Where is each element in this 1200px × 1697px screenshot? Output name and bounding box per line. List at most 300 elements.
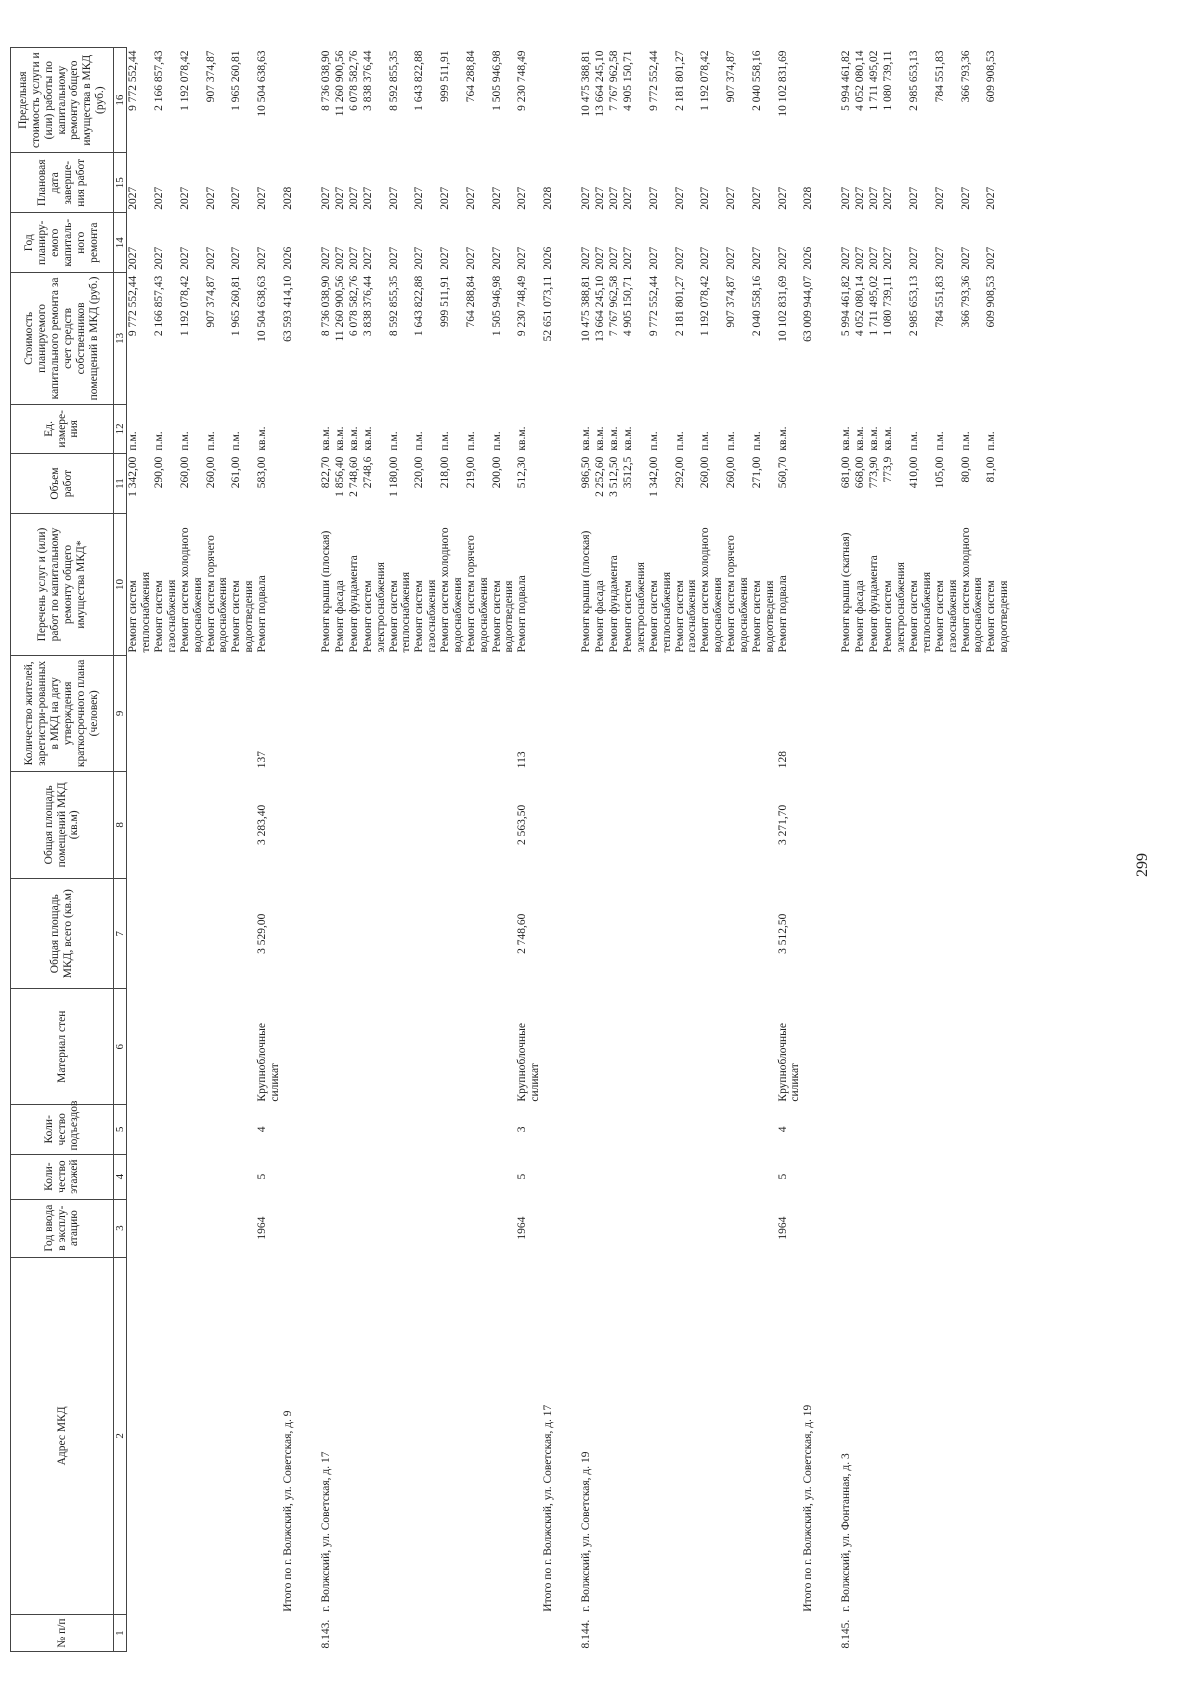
entrances-cell bbox=[882, 1105, 908, 1154]
unit-cell: п.м. bbox=[127, 431, 140, 451]
floors-cell bbox=[751, 1154, 777, 1199]
total-area-cell bbox=[153, 878, 179, 988]
unit-cell: кв.м. bbox=[594, 426, 607, 451]
floors-cell: 5 bbox=[776, 1173, 789, 1180]
page-number: 299 bbox=[1134, 853, 1151, 877]
row-number-cell: 8.143. bbox=[319, 1619, 332, 1649]
address-cell bbox=[230, 1257, 256, 1615]
table-row bbox=[362, 48, 388, 1652]
work-volume-cell: 261,00 bbox=[230, 456, 243, 489]
row-number-cell bbox=[751, 1615, 777, 1652]
premises-area-cell bbox=[622, 771, 648, 878]
work-type-cell: Ремонт фасада bbox=[333, 580, 346, 653]
planned-cost-cell: 1 192 078,42 bbox=[699, 275, 712, 337]
work-volume-cell: 2 252,60 bbox=[594, 456, 607, 497]
max-cost-cell: 10 475 388,81 bbox=[580, 50, 593, 117]
total-area-cell bbox=[608, 878, 622, 988]
repair-year-cell: 2027 bbox=[127, 246, 140, 270]
unit-cell: п.м. bbox=[725, 431, 738, 451]
unit-cell: кв.м. bbox=[580, 426, 593, 451]
year-built-cell bbox=[674, 1199, 700, 1257]
floors-cell bbox=[282, 1154, 296, 1199]
year-built-cell bbox=[648, 1199, 674, 1257]
year-built-cell bbox=[580, 1199, 594, 1257]
max-cost-cell: 1 505 946,98 bbox=[490, 50, 503, 111]
max-cost-cell: 1 965 260,81 bbox=[230, 50, 243, 111]
row-number-cell bbox=[388, 1615, 414, 1652]
floors-cell bbox=[816, 1154, 840, 1199]
entrances-cell bbox=[840, 1105, 854, 1154]
capital-repair-table bbox=[10, 47, 1011, 1652]
year-built-cell: 1964 bbox=[516, 1216, 529, 1240]
work-volume-cell: 105,00 bbox=[933, 456, 946, 489]
planned-cost-cell: 2 181 801,27 bbox=[673, 275, 686, 337]
repair-year-cell: 2027 bbox=[580, 246, 593, 270]
premises-area-cell bbox=[230, 771, 256, 878]
work-volume-cell: 773,9 bbox=[882, 456, 895, 483]
address-cell bbox=[908, 1257, 934, 1615]
unit-cell: п.м. bbox=[204, 431, 217, 451]
wall-material-cell bbox=[205, 989, 231, 1105]
year-built-cell bbox=[205, 1199, 231, 1257]
floors-cell bbox=[934, 1154, 960, 1199]
repair-year-cell: 2027 bbox=[959, 246, 972, 270]
planned-cost-cell bbox=[556, 273, 580, 404]
max-cost-cell: 1 080 739,11 bbox=[882, 50, 895, 111]
max-cost-cell: 784 551,83 bbox=[933, 50, 946, 103]
year-built-cell bbox=[816, 1199, 840, 1257]
year-built-cell bbox=[362, 1199, 388, 1257]
total-area-cell bbox=[840, 878, 854, 988]
entrances-cell bbox=[153, 1105, 179, 1154]
premises-area-cell bbox=[542, 771, 556, 878]
column-number: 6 bbox=[114, 989, 127, 1105]
column-number: 9 bbox=[114, 656, 127, 772]
repair-year-cell: 2027 bbox=[319, 246, 332, 270]
unit-cell: п.м. bbox=[439, 431, 452, 451]
work-volume-cell: 2748,6 bbox=[361, 456, 374, 489]
floors-cell bbox=[413, 1154, 439, 1199]
floors-cell bbox=[542, 1154, 556, 1199]
max-cost-cell: 2 985 653,13 bbox=[908, 50, 921, 111]
work-volume-cell: 3 512,50 bbox=[608, 456, 621, 497]
address-cell: г. Волжский, ул. Советская, д. 17 bbox=[319, 1451, 332, 1612]
unit-cell: кв.м. bbox=[256, 426, 269, 451]
floors-cell bbox=[230, 1154, 256, 1199]
wall-material-cell bbox=[725, 989, 751, 1105]
planned-cost-cell: 9 772 552,44 bbox=[127, 275, 140, 337]
max-cost-cell: 5 994 461,82 bbox=[840, 50, 853, 111]
row-number-cell bbox=[882, 1615, 908, 1652]
unit-cell: кв.м. bbox=[622, 426, 635, 451]
floors-cell bbox=[960, 1154, 986, 1199]
completion-date-cell: 2027 bbox=[178, 186, 191, 210]
floors-cell bbox=[699, 1154, 725, 1199]
table-row bbox=[802, 48, 816, 1652]
repair-year-cell: 2027 bbox=[776, 246, 789, 270]
year-built-cell bbox=[934, 1199, 960, 1257]
completion-date-cell: 2027 bbox=[699, 186, 712, 210]
table-row bbox=[882, 48, 908, 1652]
planned-cost-cell: 4 905 150,71 bbox=[622, 275, 635, 337]
floors-cell bbox=[388, 1154, 414, 1199]
floors-cell: 5 bbox=[256, 1173, 269, 1180]
work-volume-cell: 260,00 bbox=[699, 456, 712, 489]
unit-cell: п.м. bbox=[464, 431, 477, 451]
floors-cell bbox=[725, 1154, 751, 1199]
entrances-cell bbox=[127, 1105, 153, 1154]
entrances-cell bbox=[868, 1105, 882, 1154]
address-cell bbox=[491, 1257, 517, 1615]
completion-date-cell: 2027 bbox=[387, 186, 400, 210]
header-cell: Материал стен bbox=[11, 989, 114, 1105]
max-cost-cell: 10 102 831,69 bbox=[776, 50, 789, 117]
repair-year-cell: 2027 bbox=[256, 246, 269, 270]
premises-area-cell bbox=[282, 771, 296, 878]
repair-year-cell: 2027 bbox=[490, 246, 503, 270]
total-area-cell: 2 748,60 bbox=[516, 913, 529, 954]
work-type-cell: Ремонт систем водоотведения bbox=[750, 580, 776, 653]
floors-cell bbox=[556, 1154, 580, 1199]
total-area-cell bbox=[854, 878, 868, 988]
completion-date-cell bbox=[296, 153, 320, 213]
header-cell: Общая площадь МКД, всего (кв.м) bbox=[11, 878, 114, 988]
table-row bbox=[516, 48, 542, 1652]
address-cell bbox=[816, 1257, 840, 1615]
residents-cell bbox=[179, 656, 205, 772]
floors-cell bbox=[594, 1154, 608, 1199]
floors-cell bbox=[985, 1154, 1011, 1199]
completion-date-cell: 2027 bbox=[908, 186, 921, 210]
work-volume-cell bbox=[282, 454, 296, 514]
wall-material-cell bbox=[802, 989, 816, 1105]
table-row bbox=[608, 48, 622, 1652]
table-row bbox=[542, 48, 556, 1652]
unit-cell: п.м. bbox=[230, 431, 243, 451]
repair-year-cell: 2027 bbox=[439, 246, 452, 270]
floors-cell bbox=[868, 1154, 882, 1199]
planned-cost-cell: 1 711 495,02 bbox=[868, 275, 881, 336]
year-built-cell bbox=[960, 1199, 986, 1257]
wall-material-cell: Крупноблочные силикат bbox=[776, 1022, 802, 1102]
repair-year-cell: 2027 bbox=[868, 246, 881, 270]
wall-material-cell bbox=[622, 989, 648, 1105]
table-row bbox=[127, 48, 153, 1652]
max-cost-cell: 9 230 748,49 bbox=[516, 50, 529, 111]
row-number-cell bbox=[802, 1615, 816, 1652]
floors-cell bbox=[674, 1154, 700, 1199]
completion-date-cell: 2027 bbox=[204, 186, 217, 210]
premises-area-cell: 3 283,40 bbox=[256, 804, 269, 845]
total-area-cell bbox=[282, 878, 296, 988]
work-type-cell: Ремонт систем холодного водоснабжения bbox=[439, 527, 464, 653]
work-volume-cell bbox=[816, 454, 840, 514]
row-number-cell bbox=[608, 1615, 622, 1652]
header-cell: Количество жителей, зарегистри-рованных в МКД на дату утверждения краткосрочного плана (человек) bbox=[11, 656, 114, 772]
row-number-cell: 8.145. bbox=[840, 1619, 853, 1649]
column-number: 3 bbox=[114, 1199, 127, 1257]
residents-cell: 137 bbox=[256, 750, 269, 769]
max-cost-cell bbox=[802, 48, 816, 153]
wall-material-cell bbox=[179, 989, 205, 1105]
entrances-cell bbox=[320, 1105, 334, 1154]
premises-area-cell bbox=[608, 771, 622, 878]
total-area-cell bbox=[934, 878, 960, 988]
table-row bbox=[985, 48, 1011, 1652]
address-cell bbox=[348, 1257, 362, 1615]
table-row bbox=[439, 48, 465, 1652]
total-area-cell bbox=[413, 878, 439, 988]
planned-cost-cell: 764 288,84 bbox=[464, 275, 477, 328]
planned-cost-cell: 63 593 414,10 bbox=[281, 275, 294, 342]
year-built-cell bbox=[699, 1199, 725, 1257]
total-area-cell bbox=[127, 878, 153, 988]
work-type-cell: Ремонт фундамента bbox=[347, 555, 360, 653]
work-type-cell: Ремонт систем теплоснабжения bbox=[127, 572, 153, 653]
repair-year-cell: 2027 bbox=[750, 246, 763, 270]
row-number-cell bbox=[179, 1615, 205, 1652]
wall-material-cell bbox=[868, 989, 882, 1105]
repair-year-cell: 2027 bbox=[622, 246, 635, 270]
table-row bbox=[348, 48, 362, 1652]
completion-date-cell: 2027 bbox=[959, 186, 972, 210]
row-number-cell bbox=[816, 1615, 840, 1652]
floors-cell bbox=[840, 1154, 854, 1199]
column-number: 15 bbox=[114, 153, 127, 213]
residents-cell bbox=[556, 656, 580, 772]
year-built-cell bbox=[622, 1199, 648, 1257]
planned-cost-cell: 5 994 461,82 bbox=[840, 275, 853, 337]
planned-cost-cell: 10 504 638,63 bbox=[256, 275, 269, 342]
spacer-row bbox=[556, 48, 580, 1652]
address-cell bbox=[608, 1257, 622, 1615]
address-cell bbox=[594, 1257, 608, 1615]
entrances-cell bbox=[985, 1105, 1011, 1154]
entrances-cell bbox=[556, 1105, 580, 1154]
address-cell: Итого по г. Волжский, ул. Советская, д. 19 bbox=[802, 1404, 815, 1612]
year-built-cell bbox=[465, 1199, 491, 1257]
planned-cost-cell: 907 374,87 bbox=[204, 275, 217, 328]
total-area-cell bbox=[699, 878, 725, 988]
address-cell bbox=[205, 1257, 231, 1615]
floors-cell bbox=[179, 1154, 205, 1199]
wall-material-cell bbox=[854, 989, 868, 1105]
row-number-cell: 8.144. bbox=[580, 1619, 593, 1649]
premises-area-cell bbox=[934, 771, 960, 878]
unit-cell: кв.м. bbox=[840, 426, 853, 451]
floors-cell bbox=[296, 1154, 320, 1199]
completion-date-cell: 2027 bbox=[725, 186, 738, 210]
planned-cost-cell: 8 736 038,90 bbox=[319, 275, 332, 337]
table-row bbox=[725, 48, 751, 1652]
column-number: 12 bbox=[114, 404, 127, 453]
address-cell bbox=[334, 1257, 348, 1615]
residents-cell bbox=[127, 656, 153, 772]
completion-date-cell: 2027 bbox=[256, 186, 269, 210]
total-area-cell bbox=[882, 878, 908, 988]
entrances-cell bbox=[491, 1105, 517, 1154]
address-cell bbox=[777, 1257, 803, 1615]
table-row bbox=[674, 48, 700, 1652]
wall-material-cell bbox=[699, 989, 725, 1105]
year-built-cell bbox=[413, 1199, 439, 1257]
planned-cost-cell: 1 505 946,98 bbox=[490, 275, 503, 337]
unit-cell bbox=[556, 404, 580, 453]
spacer-row bbox=[296, 48, 320, 1652]
work-type-cell: Ремонт подвала bbox=[256, 575, 269, 653]
header-cell: Адрес МКД bbox=[11, 1257, 114, 1615]
planned-cost-cell: 366 793,36 bbox=[959, 275, 972, 328]
total-area-cell bbox=[348, 878, 362, 988]
work-type-cell: Ремонт систем теплоснабжения bbox=[647, 572, 673, 653]
row-number-cell bbox=[334, 1615, 348, 1652]
year-built-cell bbox=[388, 1199, 414, 1257]
planned-cost-cell: 63 009 944,07 bbox=[802, 275, 815, 342]
wall-material-cell bbox=[985, 989, 1011, 1105]
row-number-cell bbox=[439, 1615, 465, 1652]
work-type-cell: Ремонт систем холодного водоснабжения bbox=[178, 527, 204, 653]
residents-cell bbox=[960, 656, 986, 772]
column-number: 2 bbox=[114, 1257, 127, 1615]
completion-date-cell: 2027 bbox=[594, 186, 607, 210]
premises-area-cell bbox=[882, 771, 908, 878]
row-number-cell bbox=[985, 1615, 1011, 1652]
header-cell: Коли-чество подъездов bbox=[11, 1105, 114, 1154]
year-built-cell bbox=[608, 1199, 622, 1257]
entrances-cell: 3 bbox=[516, 1126, 529, 1133]
work-type-cell: Ремонт фасада bbox=[854, 580, 867, 653]
residents-cell bbox=[296, 656, 320, 772]
max-cost-cell: 4 905 150,71 bbox=[622, 50, 635, 111]
work-volume-cell: 292,00 bbox=[673, 456, 686, 489]
address-cell bbox=[362, 1257, 388, 1615]
header-cell: Объем работ bbox=[11, 454, 114, 514]
year-built-cell bbox=[802, 1199, 816, 1257]
max-cost-cell: 2 181 801,27 bbox=[673, 50, 686, 111]
premises-area-cell bbox=[205, 771, 231, 878]
year-built-cell bbox=[542, 1199, 556, 1257]
wall-material-cell bbox=[127, 989, 153, 1105]
work-type-cell bbox=[282, 514, 296, 656]
entrances-cell bbox=[439, 1105, 465, 1154]
year-built-cell bbox=[725, 1199, 751, 1257]
planned-cost-cell: 2 040 558,16 bbox=[750, 275, 763, 337]
table-row bbox=[256, 48, 282, 1652]
entrances-cell bbox=[179, 1105, 205, 1154]
residents-cell bbox=[320, 656, 334, 772]
unit-cell: кв.м. bbox=[882, 426, 895, 451]
address-cell bbox=[556, 1257, 580, 1615]
completion-date-cell: 2027 bbox=[127, 186, 140, 210]
repair-year-cell: 2027 bbox=[840, 246, 853, 270]
year-built-cell bbox=[985, 1199, 1011, 1257]
repair-year-cell: 2027 bbox=[516, 246, 529, 270]
entrances-cell bbox=[608, 1105, 622, 1154]
unit-cell: п.м. bbox=[647, 431, 660, 451]
work-volume-cell: 260,00 bbox=[204, 456, 217, 489]
completion-date-cell bbox=[816, 153, 840, 213]
row-number-cell bbox=[153, 1615, 179, 1652]
max-cost-cell: 13 664 245,10 bbox=[594, 50, 607, 117]
premises-area-cell bbox=[296, 771, 320, 878]
work-type-cell: Ремонт систем холодного водоснабжения bbox=[699, 527, 725, 653]
wall-material-cell bbox=[882, 989, 908, 1105]
completion-date-cell: 2027 bbox=[933, 186, 946, 210]
year-built-cell bbox=[127, 1199, 153, 1257]
year-built-cell bbox=[854, 1199, 868, 1257]
address-cell bbox=[622, 1257, 648, 1615]
header-row bbox=[11, 48, 114, 1652]
entrances-cell bbox=[388, 1105, 414, 1154]
entrances-cell bbox=[816, 1105, 840, 1154]
residents-cell bbox=[840, 656, 854, 772]
row-number-cell bbox=[491, 1615, 517, 1652]
repair-year-cell: 2027 bbox=[594, 246, 607, 270]
work-volume-cell: 986,50 bbox=[580, 456, 593, 489]
wall-material-cell bbox=[334, 989, 348, 1105]
work-type-cell: Ремонт систем газоснабжения bbox=[933, 579, 959, 653]
entrances-cell bbox=[854, 1105, 868, 1154]
work-type-cell: Ремонт систем водоотведения bbox=[230, 580, 256, 653]
row-number-cell bbox=[960, 1615, 986, 1652]
total-area-cell bbox=[388, 878, 414, 988]
entrances-cell bbox=[362, 1105, 388, 1154]
unit-cell bbox=[542, 404, 556, 453]
premises-area-cell bbox=[153, 771, 179, 878]
unit-cell: кв.м. bbox=[333, 426, 346, 451]
max-cost-cell: 1 643 822,88 bbox=[413, 50, 426, 111]
max-cost-cell bbox=[816, 48, 840, 153]
planned-cost-cell: 13 664 245,10 bbox=[594, 275, 607, 342]
floors-cell bbox=[882, 1154, 908, 1199]
address-cell: г. Волжский, ул. Фонтанная, д. 3 bbox=[840, 1453, 853, 1612]
wall-material-cell bbox=[413, 989, 439, 1105]
premises-area-cell bbox=[320, 771, 334, 878]
premises-area-cell: 3 271,70 bbox=[776, 804, 789, 845]
table-row bbox=[699, 48, 725, 1652]
table-row bbox=[580, 48, 594, 1652]
residents-cell bbox=[594, 656, 608, 772]
year-built-cell bbox=[594, 1199, 608, 1257]
planned-cost-cell: 1 643 822,88 bbox=[413, 275, 426, 337]
work-volume-cell: 81,00 bbox=[985, 456, 998, 483]
header-cell: Год ввода в эксплу-атацию bbox=[11, 1199, 114, 1257]
residents-cell bbox=[348, 656, 362, 772]
unit-cell bbox=[296, 404, 320, 453]
work-volume-cell: 200,00 bbox=[490, 456, 503, 489]
planned-cost-cell: 11 260 900,56 bbox=[333, 275, 346, 342]
residents-cell bbox=[608, 656, 622, 772]
residents-cell bbox=[751, 656, 777, 772]
year-built-cell bbox=[320, 1199, 334, 1257]
floors-cell bbox=[802, 1154, 816, 1199]
wall-material-cell: Крупноблочные силикат bbox=[516, 1022, 542, 1102]
max-cost-cell: 9 772 552,44 bbox=[647, 50, 660, 111]
unit-cell: кв.м. bbox=[361, 426, 374, 451]
work-volume-cell: 668,00 bbox=[854, 456, 867, 489]
residents-cell bbox=[542, 656, 556, 772]
planned-cost-cell bbox=[816, 273, 840, 404]
floors-cell bbox=[648, 1154, 674, 1199]
planned-cost-cell: 7 767 962,58 bbox=[608, 275, 621, 337]
wall-material-cell bbox=[348, 989, 362, 1105]
max-cost-cell: 1 711 495,02 bbox=[868, 50, 881, 111]
table-row bbox=[153, 48, 179, 1652]
total-area-cell bbox=[725, 878, 751, 988]
total-area-cell bbox=[296, 878, 320, 988]
work-volume-cell: 560,70 bbox=[776, 456, 789, 489]
column-number: 13 bbox=[114, 273, 127, 404]
